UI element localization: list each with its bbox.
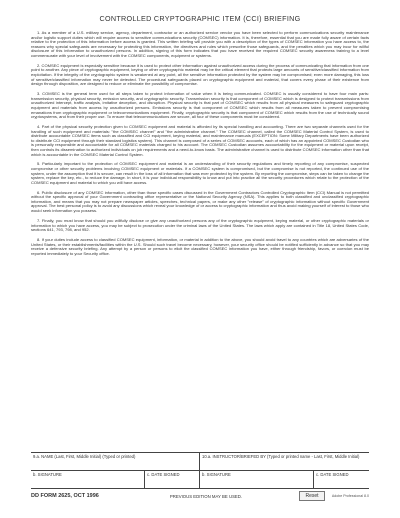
instructor-date-signed-label: c. DATE SIGNED <box>316 472 349 477</box>
name-row <box>31 453 369 471</box>
instructor-signature-field[interactable] <box>200 471 314 488</box>
paragraph-1: 1. As a member of a U.S. military service, agency, department, contractor or an authorized service vendor you have been selected to perform communications security maintenance and/or logistic support duties which will require access to sensitive communications security (COMSEC) information. It is, therefore, essential that you are made fully aware of certain facts relative to the protection of this information before access is granted. This written briefing will provide you with a description of the types of COMSEC information you have access to, the reasons why special safeguards are necessary for protecting this information, the directives and rules which prescribe those safeguards, and the penalties which you may incur for willful disclosure of this information to unauthorized persons. In addition, signing of this form indicates that you have received the required COMSEC security awareness training to a level commensurate with your level of involvement with the COMSEC components, equipment or systems. <box>31 30 369 58</box>
form-id: DD FORM 2625, OCT 1996 <box>31 493 99 499</box>
paragraph-8: 8. If your duties include access to classified COMSEC equipment, information, or material in addition to the above, you should avoid travel to any countries which are adversaries of the United States, or their establishments/facilities within the U.S. Should such travel become necessary, however, your security office should be notified sufficiently in advance so that you may receive a defensive security briefing. Any attempt by a person or persons to elicit the classified COMSEC information you have, either through friendship, favors, or coercion must be reported immediately to your Security office. <box>31 237 369 256</box>
instructor-field[interactable] <box>200 453 369 470</box>
software-label: Adobe Professional 8.0 <box>331 494 369 498</box>
page-title: CONTROLLED CRYPTOGRAPHIC ITEM (CCI) BRIEFING <box>99 14 301 23</box>
date-signed-field[interactable] <box>145 471 200 488</box>
instructor-signature-label: b. SIGNATURE <box>202 472 231 477</box>
signature-row <box>31 471 369 489</box>
paragraph-6: 6. Public disclosure of any COMSEC information, other than those specific cases discussed in the Government Contractors Controlled Cryptographic Item (CCI) Manual is not permitted without the specific approval of your Government contracting office representative or the National Security Agency (NSA). This applies to both classified and unclassified cryptographic information, and means that you may not prepare newspaper articles, speeches, technical papers, or make any other "release" of cryptographic information without specific Government approval. The best personal policy is to avoid any discussions which reveal your knowledge of or access to cryptographic information and thus avoid making yourself of interest to those who would seek information you possess. <box>31 189 369 214</box>
instructor-label: 10.a. INSTRUCTOR/BRIEFED BY (Typed or printed name - Last, First, Middle Initial) <box>202 454 360 459</box>
signature-label: b. SIGNATURE <box>33 472 62 477</box>
reset-button[interactable]: Reset <box>299 491 325 501</box>
paragraph-2: 2. COMSEC equipment is especially sensitive because it is used to protect other information against unauthorized access during the process of communicating that information from one point to another. Any piece of cryptographic equipment, keying or other cryptographic material may be the critical element that protects large amounts of sensitive/classified information from exploitation. If the integrity of the cryptographic system is weakened at any point, all the sensitive information protected by the system may be compromised; even more damaging, this loss of sensitive/classified information may never be detected. The procedural safeguards placed on cryptographic equipment and material, that covers every phase of their existence from design through disposition, are designed to reduce or eliminate the possibility of compromise. <box>31 62 369 87</box>
signature-block <box>31 452 369 489</box>
signature-field[interactable] <box>31 471 145 488</box>
paragraph-7: 7. Finally, you must know that should you willfully disclose or give any unauthorized persons any of the cryptographic equipment, keying material, or other cryptographic materials or information to which you have access, you may be subject to prosecution under the criminal laws of the United States. The laws which apply are contained in Title 18, United States Code, sections 641, 793, 798, and 952. <box>31 217 369 233</box>
paragraph-5: 5. Particularly important to the protection of COMSEC equipment and material is an understanding of their security regulations and timely reporting of any compromise, suspected compromise or other security problems involving COMSEC equipment or materials. If a COMSEC system is compromised, but the compromise is not reported, the continued use of the system, under the assumption that it is secure, can result in the loss of all information that was ever protected by the system. By reporting the compromise, steps can be taken to change the system, replace the key, etc., to reduce the damage. In short, it is your individual responsibility to know and put into practice all the security procedures which relate to the protection of the COMSEC equipment and material to which you will have access. <box>31 161 369 185</box>
instructor-date-signed-field[interactable] <box>314 471 369 488</box>
paragraph-3: 3. COMSEC is the general term used for all steps taken to protect information of value when it is being communicated. COMSEC is usually considered to have four main parts: transmission security, physical security, emission security, and cryptographic security. Transmission security is that component of COMSEC which is designed to protect transmissions from unauthorized intercept, traffic analysis, imitative deception, and disruption. Physical security is that part of COMSEC which results from all physical measures to safeguard cryptographic equipment and materials from access by unauthorized persons. Emissions security is that component of COMSEC which results from all measures taken to prevent compromising emanations from cryptographic equipment or telecommunications equipment. Finally, cryptographic security is that component of COMSEC which results from the use of technically sound cryptosystems, and from their proper use. To ensure that telecommunications are secure, all four of these components must be considered. <box>31 91 369 120</box>
name-label: 9.a. NAME (Last, First, Middle Initial) (Typed or printed) <box>33 454 136 459</box>
previous-edition-note: PREVIOUS EDITION MAY BE USED. <box>169 493 243 499</box>
name-field[interactable] <box>31 453 200 470</box>
paragraph-4: 4. Part of the physical security protection given to COMSEC equipment and material is afforded by its special handling and accounting. There are two separate channels used for the handling of such equipment and materials: "the COMSEC channel" and "the administrative channel." The COMSEC channel, called the COMSEC Material Control System, is used to distribute accountable COMSEC items such as classified and CCI equipment, keying material, and maintenance manuals (EXCEPTION: Some Military Departments have been authorized to distribute CCI equipment through their standard logistics system). This channel is composed of a series of COMSEC accounts, each of which has an appointed COMSEC Custodian who is personally responsible and accountable for all COMSEC materials charged to his account. The COMSEC Custodian assumes accountability for the equipment or material upon receipt, then controls its dissemination to authorized individuals on job requirements and a need-to-know basis. The administrative channel is used to distribute COMSEC information other than that which is accountable in the COMSEC Material Control System. <box>31 123 369 157</box>
date-signed-label: c. DATE SIGNED <box>147 472 180 477</box>
briefing-text <box>31 31 369 262</box>
form-footer <box>31 491 369 501</box>
